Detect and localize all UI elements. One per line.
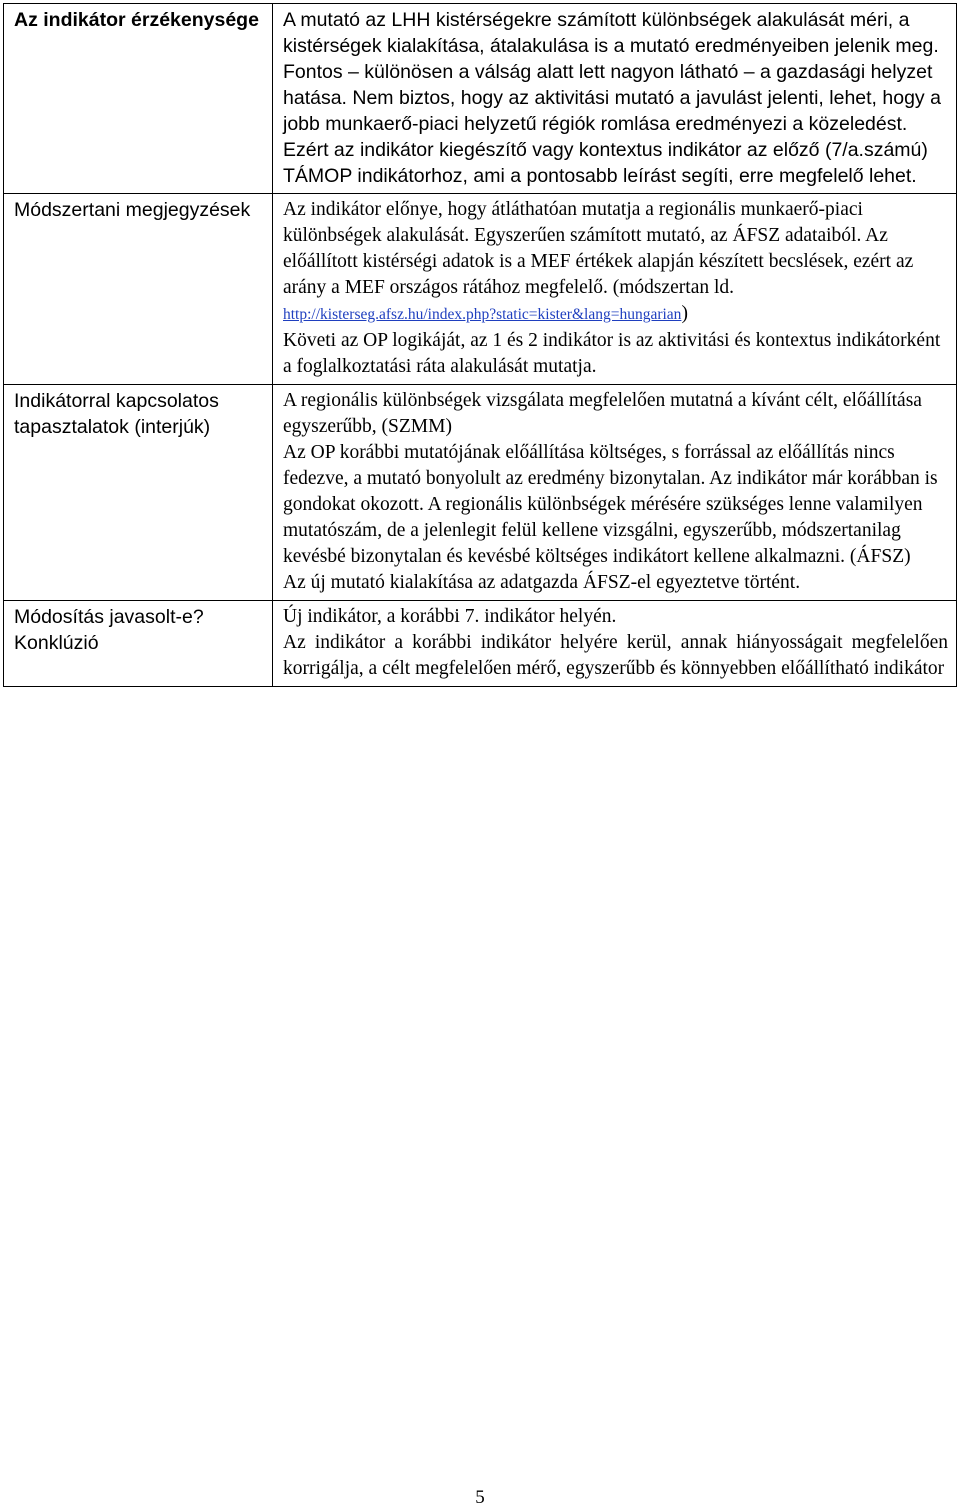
row-value-experiences	[273, 385, 957, 601]
value-text: Az indikátor a korábbi indikátor helyére kerül, annak hiányosságait megfelelően korrigálja, a célt megfelelően mérő, egyszerűbb és könnyebben előállítható indikátor	[283, 632, 948, 679]
label-text: Az indikátor érzékenysége	[14, 9, 259, 31]
value-text: Követi az OP logikáját, az 1 és 2 indikátor is az aktivitási és kontextus indikátorként a foglalkoztatási ráta alakulását mutatja.	[283, 330, 941, 377]
page-number: 5	[475, 1487, 485, 1508]
value-text: Az indikátor előnye, hogy átláthatóan mutatja a regionális munkaerő-piaci különbségek alakulását. Egyszerűen számított mutató, az ÁFSZ adataiból. Az előállított kistérségi adatok is a MEF értékek alapján készített becslések, ezért az arány a MEF országos rátához megfelelő. (módszertan ld.	[283, 199, 914, 298]
table-row	[4, 601, 957, 687]
label-text: Módosítás javasolt-e?	[14, 606, 204, 628]
row-label-methodology	[4, 194, 273, 385]
label-text: Indikátorral kapcsolatos tapasztalatok (interjúk)	[14, 390, 219, 438]
row-value-conclusion	[273, 601, 957, 687]
value-text: Az új mutató kialakítása az adatgazda ÁFSZ-el egyeztetve történt.	[283, 572, 801, 593]
table-row	[4, 385, 957, 601]
row-label-experiences	[4, 385, 273, 601]
value-text: )	[681, 303, 688, 324]
row-value-sensitivity	[273, 4, 957, 194]
value-text: Új indikátor, a korábbi 7. indikátor helyén.	[283, 606, 617, 627]
table-row	[4, 194, 957, 385]
value-text: A mutató az LHH kistérségekre számított különbségek alakulását méri, a kistérségek kialakítása, átalakulása is a mutató eredményeiben jelenik meg. Fontos – különösen a válság alatt lett nagyon látható – a gazdasági helyzet hatása. Nem biztos, hogy az aktivitási mutató a javulást jelenti, lehet, hogy a jobb munkaerő-piaci helyzetű régiók romlása eredményezi a közeledést. Ezért az indikátor kiegészítő vagy kontextus indikátor az előző (7/a.számú) TÁMOP indikátorhoz, ami a pontosabb leírást segíti, erre megfelelő lehet.	[283, 9, 941, 187]
row-label-conclusion	[4, 601, 273, 687]
value-text: A regionális különbségek vizsgálata megfelelően mutatná a kívánt célt, előállítása egyszerűbb, (SZMM)	[283, 390, 922, 437]
label-text: Módszertani megjegyzések	[14, 199, 251, 221]
methodology-paragraph	[283, 197, 948, 328]
row-label-sensitivity	[4, 4, 273, 194]
methodology-link[interactable]: http://kisterseg.afsz.hu/index.php?static=kister&lang=hungarian	[283, 306, 682, 323]
value-text: Az OP korábbi mutatójának előállítása költséges, s forrással az előállítás nincs fedezve, a mutató bonyolult az eredmény bizonytalan. Az indikátor már korábban is gondokat okozott. A regionális különbségek mérésére szükséges lenne valamilyen mutatószám, de a jelenlegit felül kellene vizsgálni, egyszerűbb, módszertanilag kevésbé bizonytalan és kevésbé költséges indikátort kellene alkalmazni. (ÁFSZ)	[283, 442, 938, 567]
row-value-methodology	[273, 194, 957, 385]
label-text: Konklúzió	[14, 632, 99, 654]
table-row	[4, 4, 957, 194]
indicator-table	[3, 3, 957, 687]
